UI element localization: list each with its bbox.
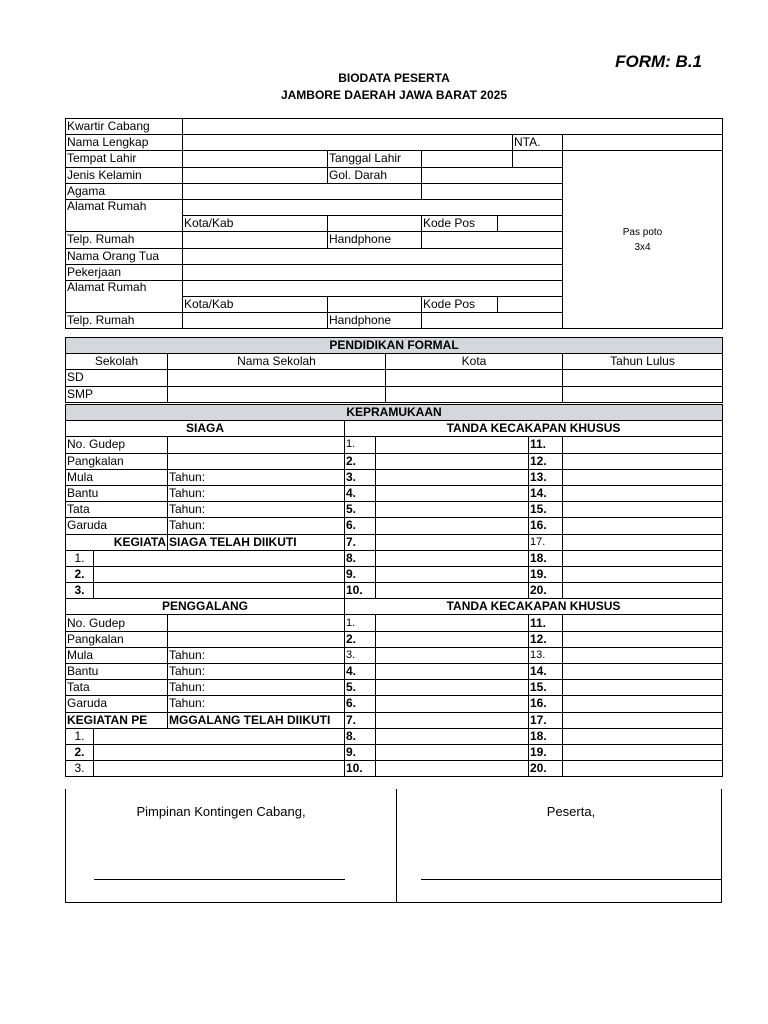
tkk-field[interactable] (376, 664, 529, 680)
tkk-num: 1. (345, 437, 376, 453)
tkk-field[interactable] (563, 566, 723, 582)
penggalang-pangkalan-field[interactable] (168, 631, 345, 647)
siaga-pangkalan-field[interactable] (168, 453, 345, 469)
siaga-mula-tahun[interactable]: Tahun: (168, 469, 345, 485)
tkk-num: 4. (345, 664, 376, 680)
tkk-num: 3. (345, 469, 376, 485)
kegiatan-num: 1. (66, 550, 94, 566)
siaga-bantu-label: Bantu (66, 485, 168, 501)
sd-nama-field[interactable] (168, 370, 386, 386)
tkk-field[interactable] (563, 744, 723, 760)
kota-label: Kota/Kab (183, 216, 328, 232)
penggalang-pangkalan-label: Pangkalan (66, 631, 168, 647)
tkk-num: 15. (529, 502, 563, 518)
tkk-num: 12. (529, 631, 563, 647)
tkk-field[interactable] (376, 647, 529, 663)
kegiatan-penggalang-heading-a: KEGIATAN PE (66, 712, 168, 728)
kegiatan-penggalang-field[interactable] (94, 728, 345, 744)
tkk-field[interactable] (563, 502, 723, 518)
ortu-label: Nama Orang Tua (66, 248, 183, 264)
tkk-num: 19. (529, 566, 563, 582)
handphone-field[interactable] (422, 232, 563, 248)
tkk-num: 11. (529, 437, 563, 453)
kegiatan-num: 3. (66, 761, 94, 777)
tkk-num: 17. (529, 534, 563, 550)
penggalang-garuda-label: Garuda (66, 696, 168, 712)
siaga-heading: SIAGA (66, 421, 345, 437)
tkk-field[interactable] (376, 485, 529, 501)
tkk-field[interactable] (376, 615, 529, 631)
tkk-field[interactable] (376, 583, 529, 599)
tkk-field[interactable] (376, 631, 529, 647)
kegiatan-siaga-heading-a: KEGIATA (66, 534, 168, 550)
siaga-gudep-label: No. Gudep (66, 437, 168, 453)
alamat-label: Alamat Rumah (66, 199, 183, 231)
tkk-num: 17. (529, 712, 563, 728)
kode-pos-field[interactable] (498, 216, 563, 232)
tkk-num: 6. (345, 518, 376, 534)
penggalang-bantu-tahun[interactable]: Tahun: (168, 664, 345, 680)
tkk-field[interactable] (376, 550, 529, 566)
smp-kota-field[interactable] (386, 386, 563, 402)
kegiatan-siaga-field[interactable] (94, 566, 345, 582)
tkk-field[interactable] (563, 550, 723, 566)
kegiatan-penggalang-field[interactable] (94, 744, 345, 760)
tkk-field[interactable] (563, 680, 723, 696)
nama-field[interactable] (183, 135, 513, 151)
tanggal-lahir-field-2[interactable] (513, 151, 563, 167)
tkk-num: 5. (345, 502, 376, 518)
kegiatan-siaga-field[interactable] (94, 583, 345, 599)
telp-ortu-field[interactable] (183, 313, 328, 329)
form-code: FORM: B.1 (615, 52, 702, 71)
tkk-field[interactable] (563, 485, 723, 501)
alamat-ortu-label: Alamat Rumah (66, 280, 183, 312)
tkk-num: 11. (529, 615, 563, 631)
tkk-num: 4. (345, 485, 376, 501)
tkk-field[interactable] (376, 502, 529, 518)
ortu-field[interactable] (183, 248, 563, 264)
nama-label: Nama Lengkap (66, 135, 183, 151)
kwartir-label: Kwartir Cabang (66, 119, 183, 135)
penggalang-gudep-field[interactable] (168, 615, 345, 631)
tkk-num: 5. (345, 680, 376, 696)
tkk-field[interactable] (563, 437, 723, 453)
row-sd-label: SD (66, 370, 168, 386)
photo-box[interactable] (563, 151, 723, 329)
signature-right-label: Peserta, (546, 804, 596, 819)
tkk-num: 16. (529, 696, 563, 712)
agama-field[interactable] (183, 183, 422, 199)
penggalang-tata-label: Tata (66, 680, 168, 696)
pendidikan-heading: PENDIDIKAN FORMAL (66, 338, 723, 354)
kegiatan-siaga-field[interactable] (94, 550, 345, 566)
tkk-num: 2. (345, 631, 376, 647)
col-kota: Kota (386, 354, 563, 370)
handphone-ortu-field[interactable] (422, 313, 563, 329)
kode-pos-label: Kode Pos (422, 216, 498, 232)
tkk-num: 18. (529, 550, 563, 566)
tkk-field[interactable] (563, 696, 723, 712)
tkk-field[interactable] (376, 518, 529, 534)
siaga-tata-tahun[interactable]: Tahun: (168, 502, 345, 518)
signature-divider (396, 789, 397, 902)
smp-nama-field[interactable] (168, 386, 386, 402)
pekerjaan-label: Pekerjaan (66, 264, 183, 280)
penggalang-mula-tahun[interactable]: Tahun: (168, 647, 345, 663)
jenis-kelamin-field[interactable] (183, 167, 328, 183)
penggalang-heading: PENGGALANG (66, 599, 345, 615)
tkk-field[interactable] (563, 728, 723, 744)
tkk-field[interactable] (563, 469, 723, 485)
tkk-field[interactable] (563, 712, 723, 728)
tkk-num: 8. (345, 728, 376, 744)
tempat-lahir-field[interactable] (183, 151, 328, 167)
kegiatan-penggalang-heading-b: MGGALANG TELAH DIIKUTI (168, 712, 345, 728)
tempat-lahir-label: Tempat Lahir (66, 151, 183, 167)
tkk-penggalang-heading: TANDA KECAKAPAN KHUSUS (345, 599, 723, 615)
tkk-num: 7. (345, 712, 376, 728)
siaga-mula-label: Mula (66, 469, 168, 485)
kode-pos-ortu-label: Kode Pos (422, 297, 498, 313)
alamat-field[interactable] (183, 199, 563, 215)
col-tahun-lulus: Tahun Lulus (563, 354, 723, 370)
tkk-num: 13. (529, 647, 563, 663)
tkk-num: 10. (345, 761, 376, 777)
penggalang-garuda-tahun[interactable]: Tahun: (168, 696, 345, 712)
signature-left-label: Pimpinan Kontingen Cabang, (136, 804, 306, 819)
kota-ortu-label: Kota/Kab (183, 297, 328, 313)
tkk-field[interactable] (376, 534, 529, 550)
tanggal-lahir-label: Tanggal Lahir (328, 151, 422, 167)
form-title: BIODATA PESERTA (338, 71, 450, 85)
tkk-field[interactable] (376, 566, 529, 582)
tkk-siaga-heading: TANDA KECAKAPAN KHUSUS (345, 421, 723, 437)
pekerjaan-field[interactable] (183, 264, 563, 280)
tkk-num: 16. (529, 518, 563, 534)
tkk-field[interactable] (376, 728, 529, 744)
tkk-num: 7. (345, 534, 376, 550)
row-smp-label: SMP (66, 386, 168, 402)
tkk-field[interactable] (376, 744, 529, 760)
siaga-garuda-tahun[interactable]: Tahun: (168, 518, 345, 534)
tkk-field[interactable] (563, 647, 723, 663)
form-subtitle: JAMBORE DAERAH JAWA BARAT 2025 (280, 88, 508, 102)
telp-field[interactable] (183, 232, 328, 248)
tkk-num: 20. (529, 761, 563, 777)
nta-label: NTA. (513, 135, 563, 151)
kegiatan-num: 2. (66, 566, 94, 582)
biodata-table (65, 118, 723, 329)
kegiatan-num: 2. (66, 744, 94, 760)
tkk-num: 19. (529, 744, 563, 760)
tkk-field[interactable] (376, 453, 529, 469)
telp-label: Telp. Rumah (66, 232, 183, 248)
kwartir-field[interactable] (183, 119, 723, 135)
tkk-field[interactable] (376, 712, 529, 728)
tkk-num: 14. (529, 664, 563, 680)
kegiatan-penggalang-field[interactable] (94, 761, 345, 777)
kegiatan-siaga-heading-b: SIAGA TELAH DIIKUTI (168, 534, 345, 550)
tkk-field[interactable] (376, 680, 529, 696)
sd-tahun-field[interactable] (563, 370, 723, 386)
tkk-field[interactable] (563, 664, 723, 680)
siaga-pangkalan-label: Pangkalan (66, 453, 168, 469)
telp-ortu-label: Telp. Rumah (66, 313, 183, 329)
tkk-num: 20. (529, 583, 563, 599)
penggalang-gudep-label: No. Gudep (66, 615, 168, 631)
agama-field-2[interactable] (422, 183, 563, 199)
photo-label: Pas poto (622, 226, 663, 238)
siaga-bantu-tahun[interactable]: Tahun: (168, 485, 345, 501)
tkk-field[interactable] (563, 583, 723, 599)
handphone-ortu-label: Handphone (328, 313, 422, 329)
siaga-gudep-field[interactable] (168, 437, 345, 453)
tkk-field[interactable] (563, 534, 723, 550)
tanggal-lahir-field[interactable] (422, 151, 513, 167)
tkk-field[interactable] (563, 631, 723, 647)
tkk-num: 13. (529, 469, 563, 485)
signature-section (65, 789, 722, 903)
tkk-num: 1. (345, 615, 376, 631)
col-sekolah: Sekolah (66, 354, 168, 370)
tkk-field[interactable] (563, 453, 723, 469)
tkk-num: 18. (529, 728, 563, 744)
tkk-field[interactable] (376, 696, 529, 712)
signature-left-line[interactable] (94, 879, 345, 880)
tkk-num: 15. (529, 680, 563, 696)
tkk-field[interactable] (563, 761, 723, 777)
tkk-field[interactable] (563, 615, 723, 631)
nta-field[interactable] (563, 135, 723, 151)
tkk-num: 9. (345, 744, 376, 760)
gol-darah-label: Gol. Darah (328, 167, 422, 183)
alamat-ortu-field[interactable] (183, 280, 563, 296)
siaga-tata-label: Tata (66, 502, 168, 518)
kota-field[interactable] (328, 216, 422, 232)
kode-pos-ortu-field[interactable] (498, 297, 563, 313)
tkk-num: 3. (345, 647, 376, 663)
jenis-kelamin-label: Jenis Kelamin (66, 167, 183, 183)
agama-label: Agama (66, 183, 183, 199)
kegiatan-num: 3. (66, 583, 94, 599)
tkk-field[interactable] (563, 518, 723, 534)
signature-right-line[interactable] (421, 879, 722, 880)
photo-size: 3x4 (634, 241, 651, 253)
tkk-num: 2. (345, 453, 376, 469)
tkk-field[interactable] (376, 437, 529, 453)
tkk-field[interactable] (376, 761, 529, 777)
handphone-label: Handphone (328, 232, 422, 248)
siaga-garuda-label: Garuda (66, 518, 168, 534)
kota-ortu-field[interactable] (328, 297, 422, 313)
tkk-num: 6. (345, 696, 376, 712)
tkk-num: 14. (529, 485, 563, 501)
tkk-field[interactable] (376, 469, 529, 485)
kepramukaan-heading: KEPRAMUKAAN (66, 405, 723, 421)
sd-kota-field[interactable] (386, 370, 563, 386)
penggalang-bantu-label: Bantu (66, 664, 168, 680)
penggalang-tata-tahun[interactable]: Tahun: (168, 680, 345, 696)
tkk-num: 9. (345, 566, 376, 582)
kegiatan-num: 1. (66, 728, 94, 744)
col-nama-sekolah: Nama Sekolah (168, 354, 386, 370)
tkk-num: 12. (529, 453, 563, 469)
pendidikan-table (65, 337, 723, 403)
penggalang-mula-label: Mula (66, 647, 168, 663)
gol-darah-field[interactable] (422, 167, 563, 183)
tkk-num: 10. (345, 583, 376, 599)
smp-tahun-field[interactable] (563, 386, 723, 402)
kepramukaan-table (65, 404, 723, 777)
tkk-num: 8. (345, 550, 376, 566)
